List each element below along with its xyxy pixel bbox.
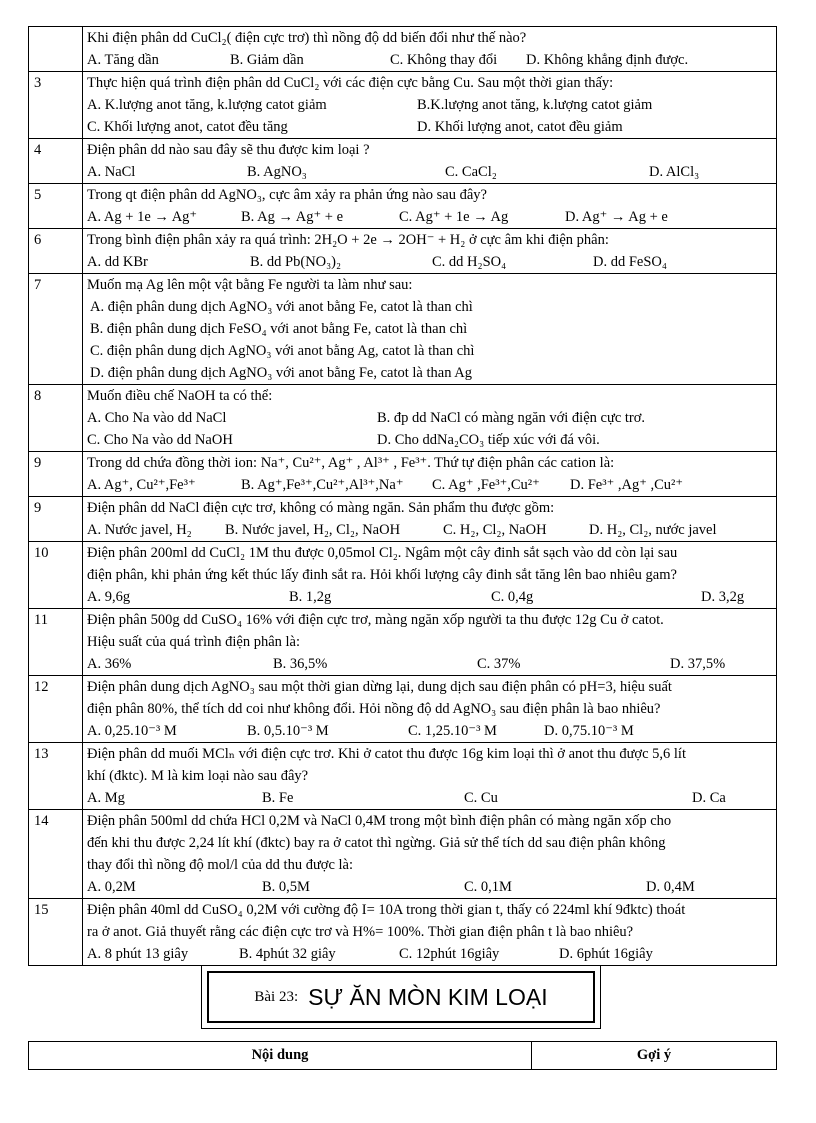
question-row xyxy=(29,139,777,184)
question-number: 13 xyxy=(34,746,49,762)
question-stem: Trong qt điện phân dd AgNO₃, cực âm xảy ra phản ứng nào sau đây? xyxy=(87,187,487,203)
question-stem: Điện phân dd muối MClₙ với điện cực trơ. Khi ở catot thu được 16g kim loại thì ở anot thu được 5,6 lít xyxy=(87,746,686,762)
answer-options xyxy=(87,407,776,429)
lesson-banner-frame xyxy=(207,971,595,1023)
question-stem: Điện phân 500g dd CuSO₄ 16% với điện cực trơ, màng ngăn xốp người ta thu được 12g Cu ở catot. xyxy=(87,612,664,628)
answer-option: C. 37% xyxy=(477,656,521,672)
question-row xyxy=(29,743,777,810)
answer-option: B. điện phân dung dịch FeSO₄ với anot bằng Fe, catot là than chì xyxy=(90,321,468,337)
question-row xyxy=(29,609,777,676)
answer-option: A. Tăng dần xyxy=(87,52,159,68)
question-number-cell xyxy=(29,743,83,810)
question-body-cell xyxy=(83,676,777,743)
question-row xyxy=(29,72,777,139)
answer-option: D. Cho ddNa₂CO₃ tiếp xúc với đá vôi. xyxy=(377,432,600,448)
question-stem: Muốn mạ Ag lên một vật bằng Fe người ta làm như sau: xyxy=(87,277,413,293)
answer-option: D. 0,4M xyxy=(646,879,695,895)
question-number: 15 xyxy=(34,902,49,918)
answer-option: D. Ag⁺ → Ag + e xyxy=(565,209,668,225)
question-body-cell xyxy=(83,139,777,184)
answer-options xyxy=(87,876,776,898)
question-number: 12 xyxy=(34,679,49,695)
question-number: 4 xyxy=(34,142,42,158)
answer-options xyxy=(87,49,776,71)
answer-option: A. Mg xyxy=(87,790,125,806)
answer-option: C. điện phân dung dịch AgNO₃ với anot bằng Ag, catot là than chì xyxy=(90,343,475,359)
answer-option: B. Ag → Ag⁺ + e xyxy=(241,209,344,225)
answer-option: C. 12phút 16giây xyxy=(399,946,500,962)
question-body-cell xyxy=(83,72,777,139)
question-row xyxy=(29,810,777,899)
question-stem: Thực hiện quá trình điện phân dd CuCl₂ với các điện cực bằng Cu. Sau một thời gian thấy: xyxy=(87,75,614,91)
question-row xyxy=(29,229,777,274)
answer-option: D. Không khẳng định được. xyxy=(526,52,689,68)
question-stem: thay đổi thì nồng độ mol/l của dd thu được là: xyxy=(87,857,354,873)
answer-option: D. 6phút 16giây xyxy=(559,946,653,962)
answer-option: B. Fe xyxy=(262,790,294,806)
answer-options xyxy=(87,94,776,116)
answer-option: A. 0,25.10⁻³ M xyxy=(87,723,177,739)
question-stem: Điện phân dd nào sau đây sẽ thu được kim loại ? xyxy=(87,142,370,158)
answer-option: B. 0,5M xyxy=(262,879,310,895)
answer-option: B. Nước javel, H₂, Cl₂, NaOH xyxy=(225,522,401,538)
question-body-cell xyxy=(83,810,777,899)
answer-option: C. Ag⁺ + 1e → Ag xyxy=(399,209,509,225)
question-number-cell xyxy=(29,497,83,542)
question-number: 5 xyxy=(34,187,42,203)
question-stem: Điện phân 40ml dd CuSO₄ 0,2M với cường độ I= 10A trong thời gian t, thấy có 224ml khí 9đktc) thoát xyxy=(87,902,686,918)
answer-option: B. Giảm dần xyxy=(230,52,304,68)
answer-options xyxy=(87,474,776,496)
question-stem: Điện phân 200ml dd CuCl₂ 1M thu được 0,05mol Cl₂. Ngâm một cây đinh sắt sạch vào dd còn lại sau xyxy=(87,545,678,561)
answer-options xyxy=(87,206,776,228)
question-number: 6 xyxy=(34,232,42,248)
question-body-cell xyxy=(83,229,777,274)
question-row xyxy=(29,274,777,385)
answer-option: D. AlCl₃ xyxy=(649,164,700,180)
question-number-cell xyxy=(29,72,83,139)
answer-options xyxy=(87,519,776,541)
answer-option: C. Khối lượng anot, catot đều tăng xyxy=(87,119,288,135)
answer-option: C. Ag⁺ ,Fe³⁺,Cu²⁺ xyxy=(432,477,540,493)
answer-option: C. Cu xyxy=(464,790,498,806)
answer-option: A. điện phân dung dịch AgNO₃ với anot bằng Fe, catot là than chì xyxy=(90,299,473,315)
content-header-row xyxy=(29,1042,777,1070)
answer-option: B. dd Pb(NO₃)₂ xyxy=(250,254,342,270)
question-row xyxy=(29,899,777,966)
answer-option: A. Cho Na vào dd NaCl xyxy=(87,410,227,426)
question-row xyxy=(29,184,777,229)
answer-option: D. Fe³⁺ ,Ag⁺ ,Cu²⁺ xyxy=(570,477,684,493)
question-stem: Trong dd chứa đồng thời ion: Na⁺, Cu²⁺, Ag⁺ , Al³⁺ , Fe³⁺. Thứ tự điện phân các cation là: xyxy=(87,455,615,471)
answer-option: B. 36,5% xyxy=(273,656,328,672)
question-number: 8 xyxy=(34,388,42,404)
answer-options xyxy=(87,251,776,273)
answer-option: D. Ca xyxy=(692,790,726,806)
answer-options xyxy=(87,116,776,138)
answer-options xyxy=(87,653,776,675)
answer-option: C. 0,1M xyxy=(464,879,512,895)
question-number-cell xyxy=(29,899,83,966)
answer-option: D. dd FeSO₄ xyxy=(593,254,667,270)
question-body-cell xyxy=(83,27,777,72)
question-body-cell xyxy=(83,274,777,385)
question-number-cell xyxy=(29,27,83,72)
question-number: 7 xyxy=(34,277,42,293)
question-body-cell xyxy=(83,542,777,609)
question-body-cell xyxy=(83,184,777,229)
answer-option: D. 0,75.10⁻³ M xyxy=(544,723,634,739)
question-body-cell xyxy=(83,609,777,676)
answer-option: A. Ag + 1e → Ag⁺ xyxy=(87,209,198,225)
question-number-cell xyxy=(29,274,83,385)
question-number: 9 xyxy=(34,500,42,516)
answer-option: A. 9,6g xyxy=(87,589,131,605)
answer-options xyxy=(87,161,776,183)
question-number-cell xyxy=(29,609,83,676)
answer-option: C. dd H₂SO₄ xyxy=(432,254,507,270)
answer-option: A. NaCl xyxy=(87,164,136,180)
answer-options xyxy=(87,429,776,451)
answer-option: C. H₂, Cl₂, NaOH xyxy=(443,522,547,538)
answer-option: C. Không thay đổi xyxy=(390,52,498,68)
header-hint: Gợi ý xyxy=(532,1042,777,1070)
answer-option: B. AgNO₃ xyxy=(247,164,307,180)
answer-options xyxy=(87,586,776,608)
answer-option: A. dd KBr xyxy=(87,254,148,270)
answer-option: D. Khối lượng anot, catot đều giảm xyxy=(417,119,623,135)
answer-options xyxy=(87,943,776,965)
question-stem: Trong bình điện phân xảy ra quá trình: 2H₂O + 2e → 2OH⁻ + H₂ ở cực âm khi điện phân: xyxy=(87,232,609,248)
answer-option: C. 1,25.10⁻³ M xyxy=(408,723,497,739)
answer-option: C. Cho Na vào dd NaOH xyxy=(87,432,233,448)
answer-option: C. CaCl₂ xyxy=(445,164,497,180)
answer-option: D. 37,5% xyxy=(670,656,726,672)
answer-options xyxy=(87,787,776,809)
question-number xyxy=(34,27,82,49)
question-stem: điện phân, khi phản ứng kết thúc lấy đinh sắt ra. Hỏi khối lượng cây đinh sắt tăng lên bao nhiêu gam? xyxy=(87,567,677,583)
question-number-cell xyxy=(29,542,83,609)
question-number: 9 xyxy=(34,455,42,471)
question-body-cell xyxy=(83,899,777,966)
answer-option: A. 8 phút 13 giây xyxy=(87,946,189,962)
answer-option: A. Nước javel, H₂ xyxy=(87,522,192,538)
question-stem: Điện phân 500ml dd chứa HCl 0,2M và NaCl 0,4M trong một bình điện phân có màng ngăn xốp cho xyxy=(87,813,672,829)
question-number-cell xyxy=(29,229,83,274)
lesson-title: SỰ ĂN MÒN KIM LOẠI xyxy=(308,983,548,1010)
question-number-cell xyxy=(29,810,83,899)
question-stem: khí (đktc). M là kim loại nào sau đây? xyxy=(87,768,309,784)
answer-option: B. 4phút 32 giây xyxy=(239,946,336,962)
header-content: Nội dung xyxy=(29,1042,532,1070)
lesson-number: Bài 23: xyxy=(254,988,299,1005)
lesson-banner xyxy=(201,965,601,1029)
answer-option: D. điện phân dung dịch AgNO₃ với anot bằng Fe, catot là than Ag xyxy=(90,365,473,381)
question-stem: đến khi thu được 2,24 lít khí (đktc) bay ra ở catot thì ngừng. Giả sử thể tích dd sau điện phân không xyxy=(87,835,666,851)
question-row xyxy=(29,27,777,72)
question-stem: Khi điện phân dd CuCl₂( điện cực trơ) thì nồng độ dd biến đổi như thế nào? xyxy=(87,30,527,46)
question-stem: Hiệu suất của quá trình điện phân là: xyxy=(87,634,301,650)
answer-option: A. 0,2M xyxy=(87,879,136,895)
question-stem: điện phân 80%, thể tích dd coi như không đổi. Hỏi nồng độ dd AgNO₃ sau điện phân là bao nhiêu? xyxy=(87,701,661,717)
question-body-cell xyxy=(83,497,777,542)
question-body-cell xyxy=(83,385,777,452)
question-stem: Điện phân dung dịch AgNO₃ sau một thời gian dừng lại, dung dịch sau điện phân có pH=3, hiệu suất xyxy=(87,679,672,695)
answer-options xyxy=(87,720,776,742)
answer-option: D. 3,2g xyxy=(701,589,745,605)
question-number-cell xyxy=(29,676,83,743)
answer-option: C. 0,4g xyxy=(491,589,534,605)
question-number: 11 xyxy=(34,612,48,628)
question-row xyxy=(29,385,777,452)
answer-option: B. 0,5.10⁻³ M xyxy=(247,723,329,739)
answer-option: B.K.lượng anot tăng, k.lượng catot giảm xyxy=(417,97,653,113)
question-row xyxy=(29,452,777,497)
question-number-cell xyxy=(29,139,83,184)
question-number-cell xyxy=(29,452,83,497)
question-body-cell xyxy=(83,743,777,810)
question-table xyxy=(28,26,777,966)
answer-option: D. H₂, Cl₂, nước javel xyxy=(589,522,717,538)
question-number: 14 xyxy=(34,813,49,829)
answer-option: A. 36% xyxy=(87,656,132,672)
question-number: 10 xyxy=(34,545,49,561)
answer-option: A. Ag⁺, Cu²⁺,Fe³⁺ xyxy=(87,477,196,493)
question-body-cell xyxy=(83,452,777,497)
question-stem: Muốn điều chế NaOH ta có thể: xyxy=(87,388,273,404)
answer-option: B. 1,2g xyxy=(289,589,332,605)
question-row xyxy=(29,497,777,542)
answer-option: B. đp dd NaCl có màng ngăn với điện cực trơ. xyxy=(377,410,646,426)
question-number-cell xyxy=(29,184,83,229)
answer-option: A. K.lượng anot tăng, k.lượng catot giảm xyxy=(87,97,327,113)
question-number: 3 xyxy=(34,75,42,91)
question-number-cell xyxy=(29,385,83,452)
content-header-table xyxy=(28,1041,777,1070)
question-row xyxy=(29,542,777,609)
answer-option: B. Ag⁺,Fe³⁺,Cu²⁺,Al³⁺,Na⁺ xyxy=(241,477,404,493)
question-row xyxy=(29,676,777,743)
question-stem: ra ở anot. Giả thuyết rằng các điện cực trơ và H%= 100%. Thời gian điện phân t là bao nhiêu? xyxy=(87,924,634,940)
question-stem: Điện phân dd NaCl điện cực trơ, không có màng ngăn. Sản phẩm thu được gồm: xyxy=(87,500,555,516)
